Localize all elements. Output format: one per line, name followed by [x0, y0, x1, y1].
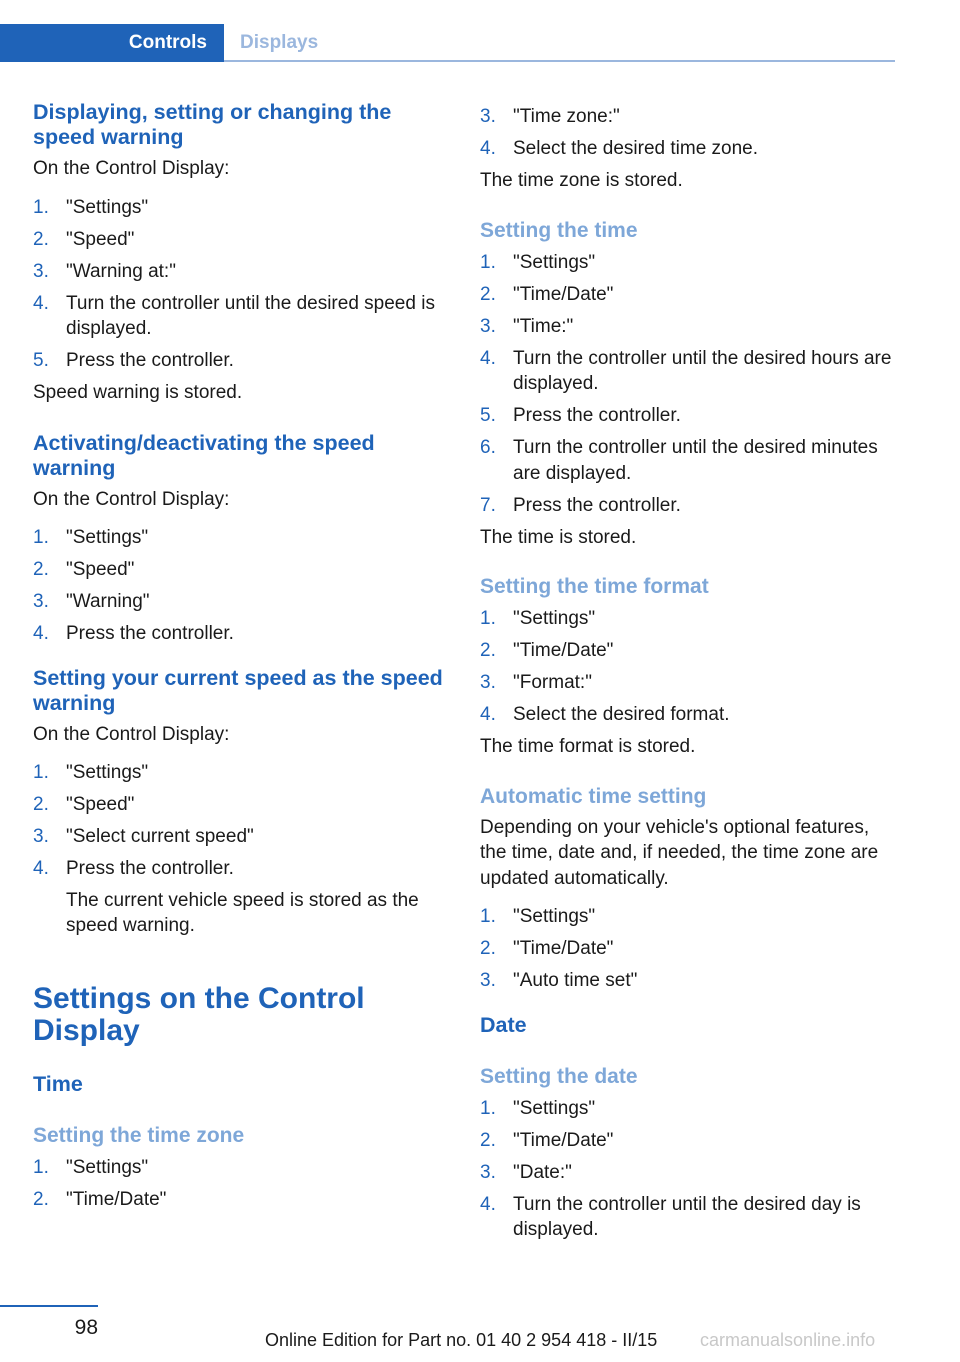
step-number: 3.	[480, 1161, 496, 1183]
step-number: 4.	[33, 292, 49, 314]
list-item: 1. "Settings"	[480, 1096, 900, 1122]
list-item: 2. "Time/Date"	[480, 282, 900, 308]
list-item: 5. Press the controller.	[33, 348, 443, 374]
list-item: 4. Turn the controller until the desired hours are displayed.	[480, 347, 892, 394]
step-number: 2.	[480, 938, 496, 959]
outro-text: The time format is stored.	[480, 736, 696, 757]
heading-setting-time: Setting the time	[480, 218, 638, 242]
step-number: 2.	[33, 559, 49, 580]
step-number: 1.	[480, 906, 496, 927]
step-number: 2.	[33, 1188, 49, 1210]
step-number: 5.	[33, 350, 49, 371]
outro-text: Speed warning is stored.	[33, 382, 243, 403]
steps-activate-speed-warning	[33, 525, 443, 647]
list-item: 3. "Warning"	[33, 589, 443, 615]
list-item: 4. Press the controller.	[33, 621, 443, 647]
list-item: 2. "Time/Date"	[33, 1187, 443, 1213]
step-number: 4.	[480, 347, 496, 369]
list-item: 5. Press the controller.	[480, 403, 900, 429]
step-number: 3.	[33, 591, 49, 612]
heading-setting-date: Setting the date	[480, 1064, 638, 1088]
step-number: 2.	[33, 228, 49, 250]
list-item: 3. "Time zone:"	[480, 104, 900, 130]
list-item: 6. Turn the controller until the desired minutes are displayed.	[480, 437, 878, 484]
list-item: 1. "Settings"	[480, 606, 900, 632]
outro-text: The time is stored.	[480, 526, 637, 548]
steps-auto-time	[480, 904, 900, 994]
list-item: 3. "Format:"	[480, 670, 900, 696]
list-item: 2. "Speed"	[33, 792, 443, 818]
list-item: 1. "Settings"	[480, 250, 900, 276]
list-item: 2. "Speed"	[33, 557, 443, 583]
auto-time-intro: Depending on your vehicle's optional features, the time, date and, if needed, the time zone are updated automatically.	[480, 816, 879, 889]
list-item: 1. "Settings"	[33, 1155, 443, 1181]
edition-text: Online Edition for Part no. 01 40 2 954 418 - II/15	[265, 1330, 658, 1350]
tab-divider	[224, 60, 895, 62]
step-number: 1.	[480, 1097, 496, 1119]
list-item: 3. "Warning at:"	[33, 259, 443, 285]
steps-time-format	[480, 606, 900, 728]
step-number: 2.	[480, 1129, 496, 1151]
step-number: 2.	[33, 794, 49, 815]
heading-time-format: Setting the time format	[480, 575, 709, 598]
step-number: 3.	[33, 826, 49, 847]
step-number: 4.	[33, 623, 49, 644]
steps-time-zone-continued	[480, 104, 900, 162]
watermark: carmanualsonline.info	[700, 1330, 876, 1350]
list-item: 1. "Settings"	[33, 760, 443, 786]
intro-text: On the Control Display:	[33, 158, 230, 179]
list-item: 4. Turn the controller until the desired day is displayed.	[480, 1193, 861, 1240]
step-number: 3.	[480, 970, 496, 991]
list-item: 7. Press the controller.	[480, 493, 900, 519]
step-number: 1.	[33, 1156, 49, 1178]
tab-displays[interactable]: Displays	[240, 32, 319, 53]
list-item: 3. "Auto time set"	[480, 968, 900, 994]
heading-date: Date	[480, 1012, 527, 1037]
list-item: 2. "Time/Date"	[480, 638, 900, 664]
steps-current-speed-warning	[33, 760, 443, 882]
step-note: The current vehicle speed is stored as the speed warning.	[66, 889, 419, 936]
step-number: 2.	[480, 640, 496, 661]
step-number: 3.	[480, 672, 496, 693]
step-number: 7.	[480, 494, 496, 516]
heading-settings-control-display: Settings on the Control Display	[33, 981, 365, 1047]
heading-activate-speed-warning: Activating/deactivating the speed warning	[33, 430, 375, 480]
step-number: 4.	[480, 704, 496, 725]
list-item: 3. "Select current speed"	[33, 824, 443, 850]
list-item: 2. "Time/Date"	[480, 936, 900, 962]
intro-text: On the Control Display:	[33, 488, 230, 510]
list-item: 1. "Settings"	[33, 195, 443, 221]
footer-rule	[0, 1305, 98, 1307]
header-tabs	[0, 24, 895, 62]
list-item: 4. Press the controller.	[33, 856, 443, 882]
step-number: 1.	[33, 762, 49, 783]
step-number: 1.	[480, 251, 496, 273]
step-number: 4.	[480, 1193, 496, 1215]
right-column	[480, 100, 900, 1249]
list-item: 4. Select the desired time zone.	[480, 136, 900, 162]
step-number: 3.	[33, 260, 49, 282]
step-number: 3.	[480, 106, 496, 127]
steps-setting-date	[480, 1096, 900, 1243]
page-number: 98	[74, 1316, 98, 1339]
list-item: 4. Select the desired format.	[480, 702, 900, 728]
tab-controls[interactable]: Controls	[0, 24, 224, 62]
steps-time-zone	[33, 1155, 443, 1213]
step-number: 6.	[480, 437, 496, 458]
list-item: 1. "Settings"	[480, 904, 900, 930]
step-number: 2.	[480, 283, 496, 305]
step-number: 1.	[33, 196, 49, 218]
list-item: 3. "Time:"	[480, 314, 900, 340]
step-number: 4.	[480, 138, 496, 159]
step-number: 5.	[480, 405, 496, 426]
heading-auto-time: Automatic time setting	[480, 784, 707, 808]
step-number: 1.	[33, 527, 49, 548]
list-item: 1. "Settings"	[33, 525, 443, 551]
step-number: 4.	[33, 858, 49, 879]
step-number: 3.	[480, 315, 496, 337]
heading-speed-warning-display: Displaying, setting or changing the speed warning	[33, 100, 392, 149]
heading-time-zone: Setting the time zone	[33, 1123, 245, 1147]
intro-text: On the Control Display:	[33, 723, 230, 745]
steps-speed-warning-display	[33, 195, 443, 374]
list-item: 3. "Date:"	[480, 1160, 900, 1186]
list-item: 2. "Time/Date"	[480, 1128, 900, 1154]
step-number: 1.	[480, 608, 496, 629]
heading-time: Time	[33, 1071, 83, 1096]
list-item: 2. "Speed"	[33, 227, 443, 253]
steps-setting-time	[480, 250, 900, 519]
list-item: 4. Turn the controller until the desired speed is displayed.	[33, 292, 435, 339]
outro-text: The time zone is stored.	[480, 170, 683, 191]
left-column	[33, 100, 443, 1219]
heading-current-speed-warning: Setting your current speed as the speed warning	[33, 665, 443, 715]
